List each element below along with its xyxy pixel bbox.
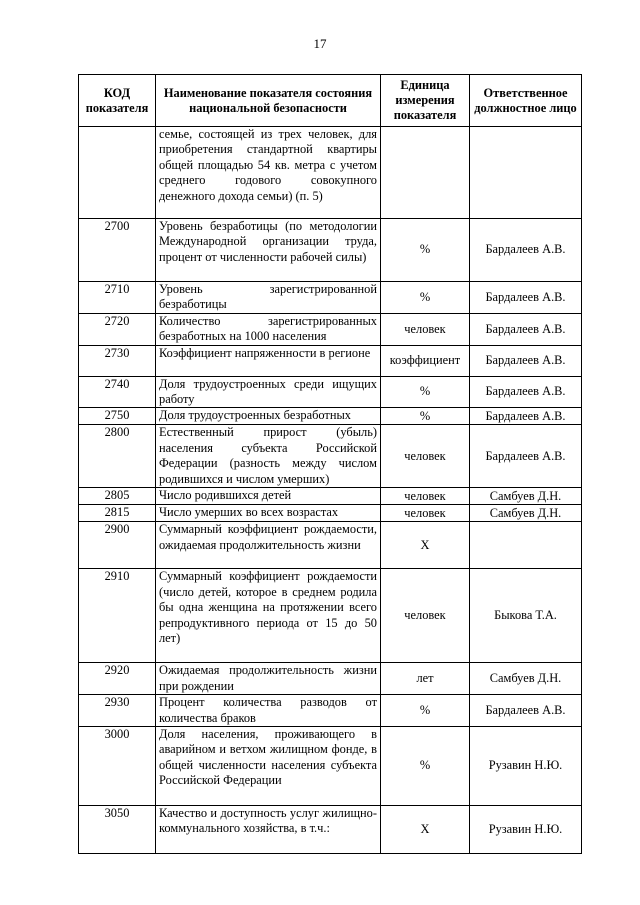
- table-row: [79, 488, 582, 505]
- header-person: Ответственное должностное лицо: [470, 75, 582, 127]
- row-person: [470, 522, 582, 569]
- row-name: Процент количества разводов от количества браков: [156, 695, 381, 727]
- row-unit: человек: [381, 488, 470, 505]
- row-unit: %: [381, 408, 470, 425]
- page-number: 17: [313, 36, 327, 51]
- row-person: Бардалеев А.В.: [470, 345, 582, 376]
- row-person: Рузавин Н.Ю.: [470, 727, 582, 806]
- table-row: [79, 727, 582, 806]
- header-name: Наименование показателя состояния национальной безопасности: [156, 75, 381, 127]
- table-row: [79, 806, 582, 854]
- table-row: [79, 127, 582, 219]
- row-code: 2710: [79, 282, 156, 314]
- table-row: [79, 425, 582, 488]
- header-code: КОД показателя: [79, 75, 156, 127]
- row-code: 2700: [79, 219, 156, 282]
- row-name: Качество и доступность услуг жилищно-коммунального хозяйства, в т.ч.:: [156, 806, 381, 854]
- row-name: Уровень зарегистрированной безработицы: [156, 282, 381, 314]
- table-row: [79, 313, 582, 345]
- indicators-table: [78, 74, 582, 854]
- row-name: Суммарный коэффициент рождаемости, ожидаемая продолжительность жизни: [156, 522, 381, 569]
- row-name: семье, состоящей из трех человек, для приобретения стандартной квартиры общей площадью 54 кв. метра с учетом среднего годового совокупного денежного дохода семьи) (п. 5): [156, 127, 381, 219]
- row-name: Число родившихся детей: [156, 488, 381, 505]
- row-code: 2740: [79, 376, 156, 408]
- row-unit: человек: [381, 425, 470, 488]
- row-person: Рузавин Н.Ю.: [470, 806, 582, 854]
- row-unit: Х: [381, 522, 470, 569]
- row-unit: человек: [381, 569, 470, 663]
- row-unit: %: [381, 727, 470, 806]
- row-unit: %: [381, 376, 470, 408]
- row-name: Число умерших во всех возрастах: [156, 505, 381, 522]
- row-unit: [381, 127, 470, 219]
- row-code: 2920: [79, 663, 156, 695]
- table-row: [79, 408, 582, 425]
- table-row: [79, 219, 582, 282]
- row-unit: %: [381, 282, 470, 314]
- row-code: 2800: [79, 425, 156, 488]
- table-row: [79, 376, 582, 408]
- row-code: 2750: [79, 408, 156, 425]
- row-unit: Х: [381, 806, 470, 854]
- row-name: Доля трудоустроенных безработных: [156, 408, 381, 425]
- row-unit: человек: [381, 505, 470, 522]
- row-person: Быкова Т.А.: [470, 569, 582, 663]
- row-name: Уровень безработицы (по методологии Международной организации труда, процент от численности рабочей силы): [156, 219, 381, 282]
- row-name: Суммарный коэффициент рождаемости (число детей, которое в среднем родила бы одна женщина на протяжении всего репродуктивного периода от 15 до 50 лет): [156, 569, 381, 663]
- row-name: Доля населения, проживающего в аварийном и ветхом жилищном фонде, в общей численности населения субъекта Российской Федерации: [156, 727, 381, 806]
- row-name: Естественный прирост (убыль) населения субъекта Российской Федерации (разность между числом родившихся и числом умерших): [156, 425, 381, 488]
- row-unit: лет: [381, 663, 470, 695]
- row-person: Бардалеев А.В.: [470, 376, 582, 408]
- table-row: [79, 663, 582, 695]
- row-name: Количество зарегистрированных безработных на 1000 населения: [156, 313, 381, 345]
- row-name: Коэффициент напряженности в регионе: [156, 345, 381, 376]
- row-unit: коэффициент: [381, 345, 470, 376]
- table-row: [79, 505, 582, 522]
- row-code: 3000: [79, 727, 156, 806]
- row-code: 2730: [79, 345, 156, 376]
- table-row: [79, 695, 582, 727]
- table-row: [79, 282, 582, 314]
- row-unit: %: [381, 219, 470, 282]
- row-unit: человек: [381, 313, 470, 345]
- row-unit: %: [381, 695, 470, 727]
- row-code: 3050: [79, 806, 156, 854]
- row-code: 2805: [79, 488, 156, 505]
- header-unit: Единица измерения показателя: [381, 75, 470, 127]
- table-row: [79, 522, 582, 569]
- row-person: Бардалеев А.В.: [470, 282, 582, 314]
- row-person: Самбуев Д.Н.: [470, 663, 582, 695]
- row-person: Бардалеев А.В.: [470, 313, 582, 345]
- row-person: Самбуев Д.Н.: [470, 505, 582, 522]
- row-person: Бардалеев А.В.: [470, 408, 582, 425]
- row-code: 2720: [79, 313, 156, 345]
- row-code: 2910: [79, 569, 156, 663]
- row-person: [470, 127, 582, 219]
- row-person: Бардалеев А.В.: [470, 695, 582, 727]
- row-person: Бардалеев А.В.: [470, 219, 582, 282]
- row-code: 2900: [79, 522, 156, 569]
- row-person: Самбуев Д.Н.: [470, 488, 582, 505]
- table-row: [79, 345, 582, 376]
- row-name: Доля трудоустроенных среди ищущих работу: [156, 376, 381, 408]
- row-person: Бардалеев А.В.: [470, 425, 582, 488]
- row-code: 2930: [79, 695, 156, 727]
- row-name: Ожидаемая продолжительность жизни при рождении: [156, 663, 381, 695]
- row-code: 2815: [79, 505, 156, 522]
- table-row: [79, 569, 582, 663]
- row-code: [79, 127, 156, 219]
